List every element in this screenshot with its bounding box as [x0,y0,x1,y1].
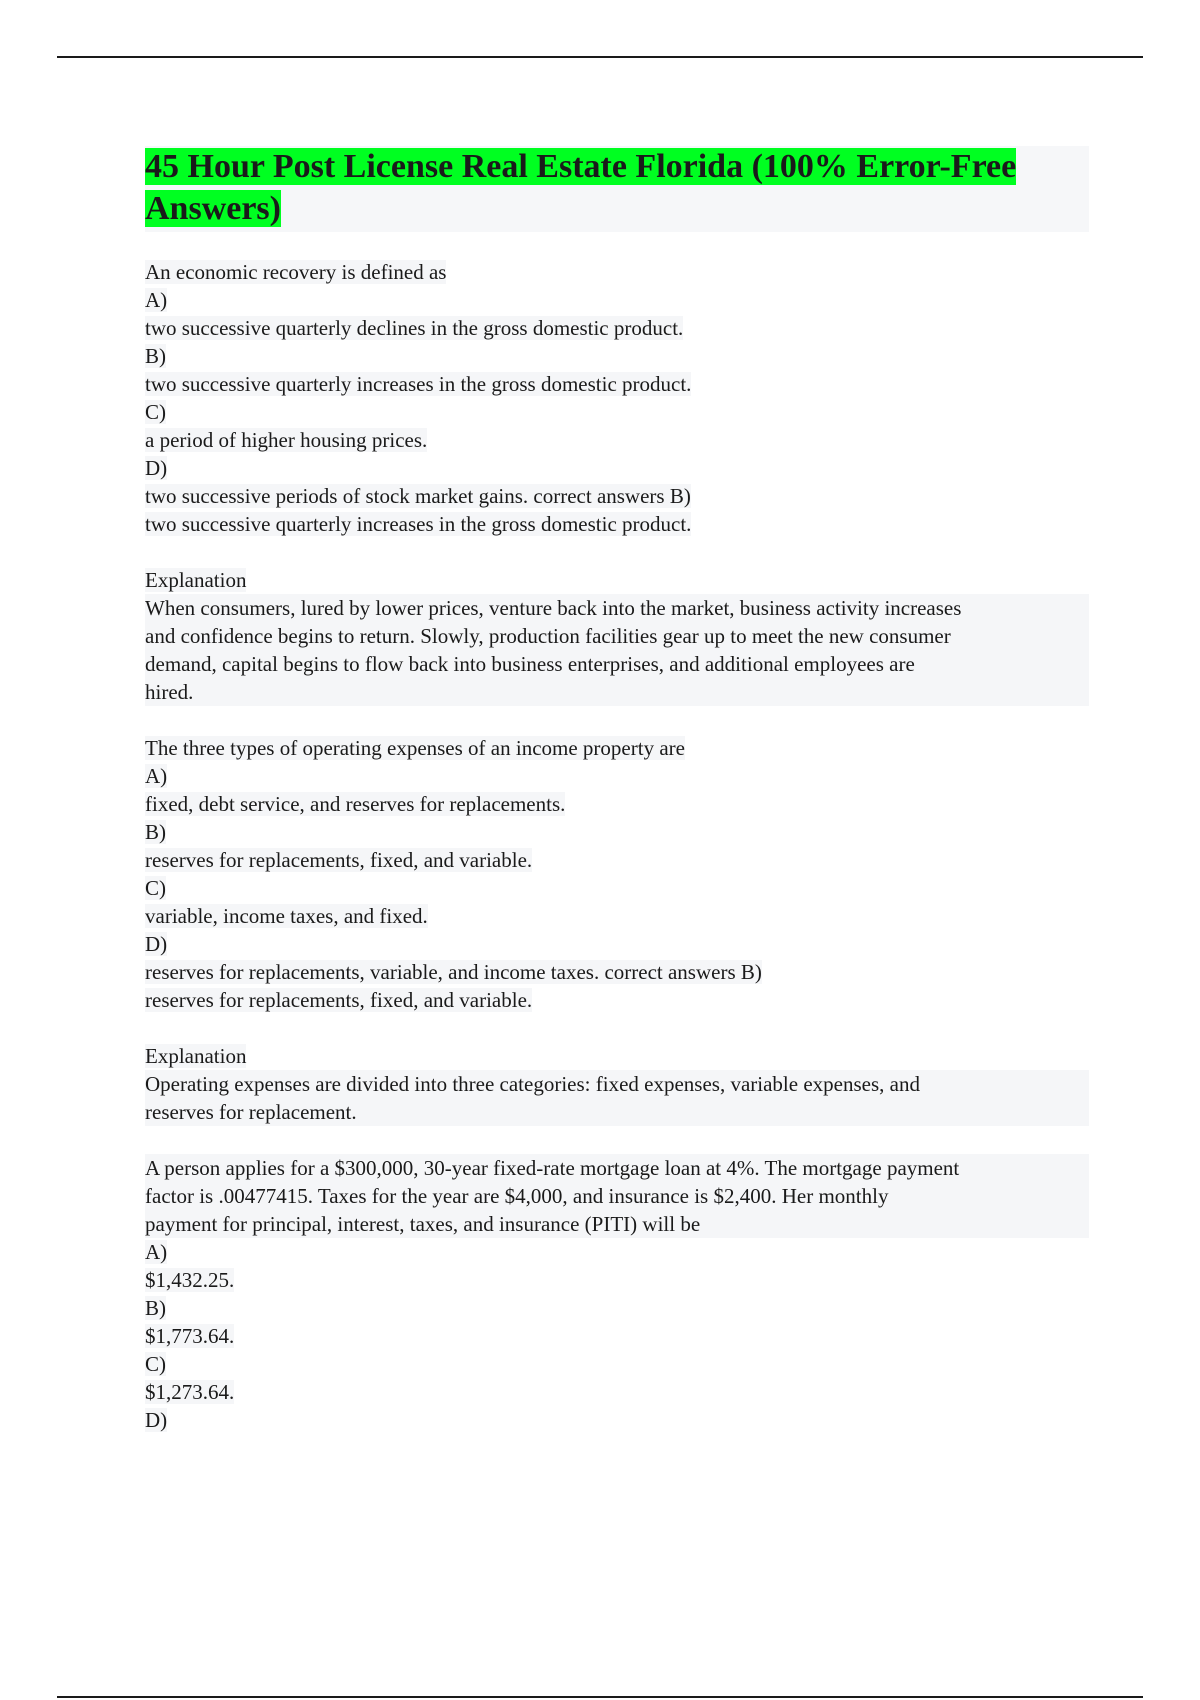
q1-explanation-line: and confidence begins to return. Slowly, production facilities gear up to meet the new consumer [145,624,951,648]
q1-option-d-text: two successive periods of stock market gains. correct answers B) [145,484,691,508]
q1-explanation-line: hired. [145,680,194,704]
q2-answer-text: reserves for replacements, fixed, and variable. [145,988,533,1012]
q2-option-b-text: reserves for replacements, fixed, and variable. [145,848,533,872]
top-rule [57,56,1143,58]
q1-option-c-text: a period of higher housing prices. [145,428,428,452]
q3-question-line: factor is .00477415. Taxes for the year are $4,000, and insurance is $2,400. Her monthly [145,1184,889,1208]
q2-option-d-text: reserves for replacements, variable, and income taxes. correct answers B) [145,960,762,984]
q3-question [145,1154,1089,1238]
document-content [145,146,1089,1434]
q3-option-a-label: A) [145,1240,168,1264]
q3-option-d-label: D) [145,1408,168,1432]
document-title: 45 Hour Post License Real Estate Florida (100% Error-Free Answers) [145,148,1017,227]
q2-explanation-line: reserves for replacement. [145,1100,357,1124]
q1-explanation [145,594,1089,706]
q2-option-a-label: A) [145,764,168,788]
q3-question-line: A person applies for a $300,000, 30-year fixed-rate mortgage loan at 4%. The mortgage payment [145,1156,960,1180]
q2-explanation-line: Operating expenses are divided into three categories: fixed expenses, variable expenses, and [145,1072,920,1096]
document-body [145,258,1089,1434]
q1-option-a-text: two successive quarterly declines in the gross domestic product. [145,316,684,340]
q2-explanation-heading: Explanation [145,1044,247,1068]
q1-answer-text: two successive quarterly increases in the gross domestic product. [145,512,692,536]
q1-explanation-line: demand, capital begins to flow back into business enterprises, and additional employees are [145,652,915,676]
q3-option-a-text: $1,432.25. [145,1268,235,1292]
q1-option-a-label: A) [145,288,168,312]
q3-option-b-text: $1,773.64. [145,1324,235,1348]
q2-question: The three types of operating expenses of an income property are [145,736,685,760]
q2-option-b-label: B) [145,820,166,844]
q2-option-c-label: C) [145,876,166,900]
q2-option-d-label: D) [145,932,168,956]
q3-option-c-text: $1,273.64. [145,1380,235,1404]
q1-question: An economic recovery is defined as [145,260,447,284]
q1-explanation-heading: Explanation [145,568,247,592]
title-block [145,146,1089,232]
q2-option-c-text: variable, income taxes, and fixed. [145,904,428,928]
q1-option-c-label: C) [145,400,166,424]
q3-question-line: payment for principal, interest, taxes, and insurance (PITI) will be [145,1212,701,1236]
q1-explanation-line: When consumers, lured by lower prices, venture back into the market, business activity increases [145,596,962,620]
q1-option-b-text: two successive quarterly increases in the gross domestic product. [145,372,692,396]
q3-option-c-label: C) [145,1352,166,1376]
bottom-rule [57,1696,1143,1698]
q2-explanation [145,1070,1089,1126]
q1-option-d-label: D) [145,456,168,480]
q2-option-a-text: fixed, debt service, and reserves for replacements. [145,792,566,816]
q1-option-b-label: B) [145,344,166,368]
q3-option-b-label: B) [145,1296,166,1320]
